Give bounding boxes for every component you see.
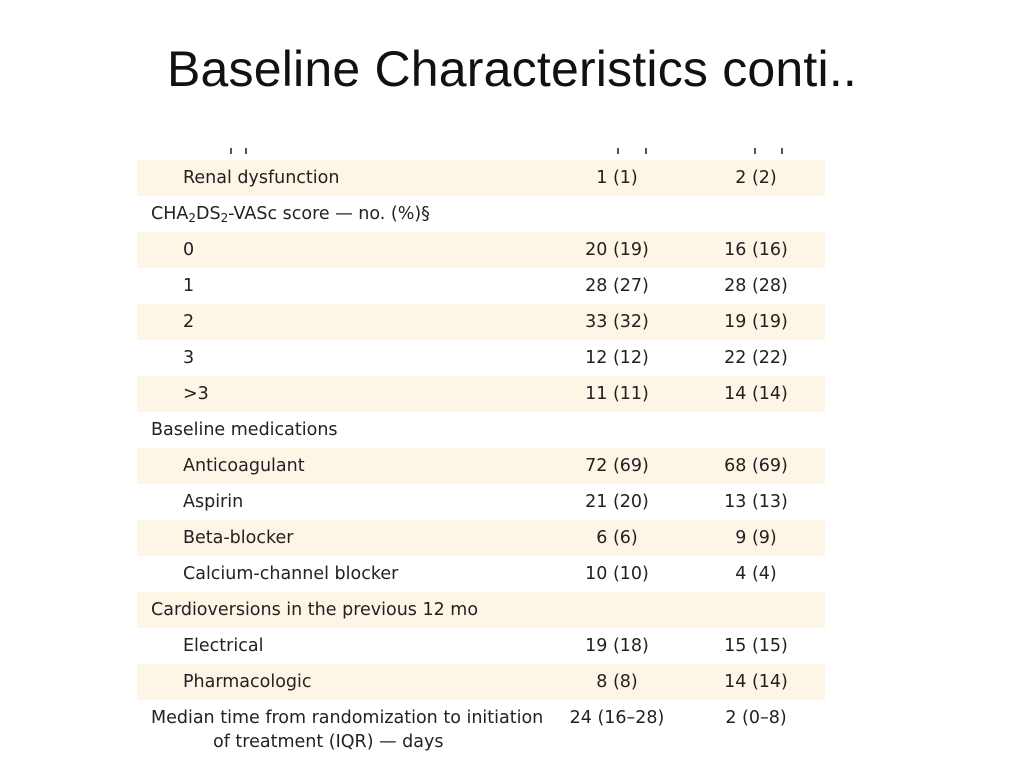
group2-value: 13 (13) <box>724 492 788 512</box>
row-label <box>137 706 547 754</box>
table-row <box>137 340 825 376</box>
row-label: Aspirin <box>183 492 244 512</box>
table-section-header <box>137 196 825 232</box>
group1-value: 21 (20) <box>585 492 649 512</box>
group2-value: 19 (19) <box>724 312 788 332</box>
group1-value: 6 (6) <box>596 528 638 548</box>
row-label: 0 <box>183 240 195 260</box>
table-row <box>137 376 825 412</box>
row-label: Baseline medications <box>151 420 338 440</box>
row-label: Calcium-channel blocker <box>183 564 399 584</box>
group2-value: 14 (14) <box>724 672 788 692</box>
group1-value: 24 (16–28) <box>569 708 665 728</box>
group2-value: 14 (14) <box>724 384 788 404</box>
row-label: Electrical <box>183 636 264 656</box>
row-label-line2: of treatment (IQR) — days <box>213 732 444 752</box>
table-row <box>137 700 825 756</box>
slide-title: Baseline Characteristics conti.. <box>166 41 858 97</box>
group2-value: 68 (69) <box>724 456 788 476</box>
table-row <box>137 160 825 196</box>
row-label: Renal dysfunction <box>183 168 340 188</box>
table-section-header <box>137 412 825 448</box>
group2-value: 2 (0–8) <box>725 708 787 728</box>
group1-value: 12 (12) <box>585 348 649 368</box>
group2-value: 9 (9) <box>735 528 777 548</box>
row-label: Cardioversions in the previous 12 mo <box>151 600 479 620</box>
group1-value: 8 (8) <box>596 672 638 692</box>
group1-value: 10 (10) <box>585 564 649 584</box>
group2-value: 28 (28) <box>724 276 788 296</box>
group1-value: 72 (69) <box>585 456 649 476</box>
row-label: Beta-blocker <box>183 528 294 548</box>
table-row <box>137 268 825 304</box>
row-label: Pharmacologic <box>183 672 312 692</box>
table-row <box>137 232 825 268</box>
row-label: >3 <box>183 384 209 404</box>
row-label: $CHA_2DS_2$-VASc score — no. (%)§ <box>151 203 430 225</box>
group2-value: 22 (22) <box>724 348 788 368</box>
table-row <box>137 520 825 556</box>
cutoff-previous-row <box>137 148 825 160</box>
table-row <box>137 448 825 484</box>
group1-value: 1 (1) <box>596 168 638 188</box>
table-row <box>137 304 825 340</box>
row-label: 1 <box>183 276 195 296</box>
table-row <box>137 484 825 520</box>
row-label: 2 <box>183 312 195 332</box>
group1-value: 20 (19) <box>585 240 649 260</box>
row-label: 3 <box>183 348 195 368</box>
group1-value: 11 (11) <box>585 384 649 404</box>
table-section-header <box>137 592 825 628</box>
group1-value: 28 (27) <box>585 276 649 296</box>
group2-value: 15 (15) <box>724 636 788 656</box>
table-row <box>137 628 825 664</box>
table-row <box>137 556 825 592</box>
group2-value: 2 (2) <box>735 168 777 188</box>
group1-value: 33 (32) <box>585 312 649 332</box>
row-label-line1: Median time from randomization to initiation <box>151 708 544 728</box>
table-row <box>137 664 825 700</box>
characteristics-table <box>137 148 825 760</box>
group2-value: 16 (16) <box>724 240 788 260</box>
row-label: Anticoagulant <box>183 456 305 476</box>
group1-value: 19 (18) <box>585 636 649 656</box>
group2-value: 4 (4) <box>735 564 777 584</box>
